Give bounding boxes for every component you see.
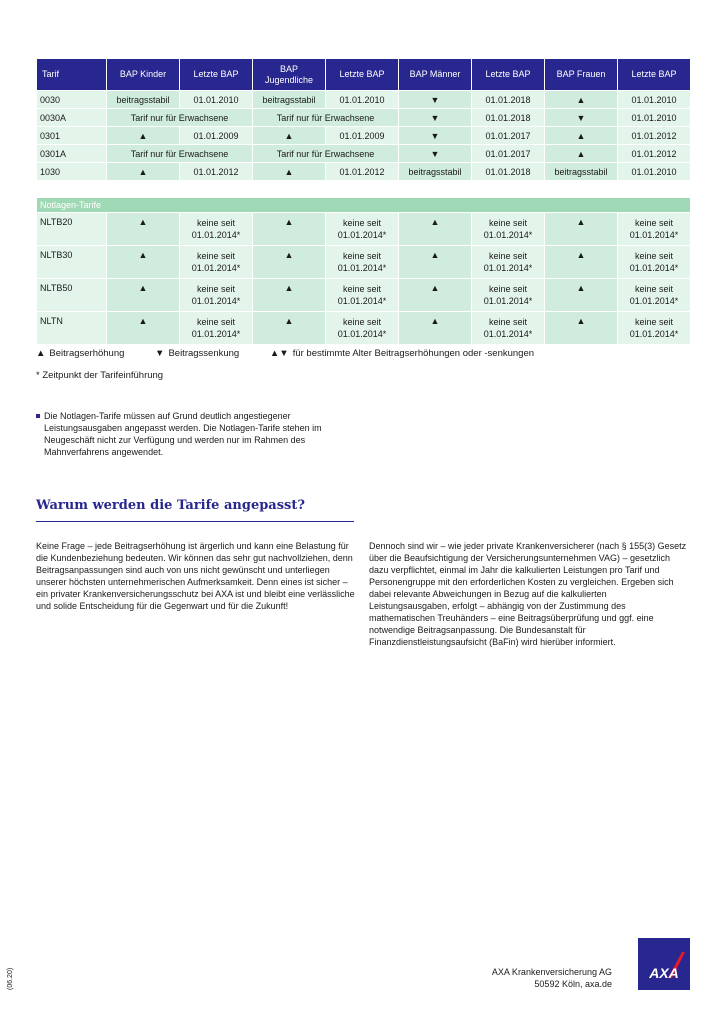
header-tarif: Tarif — [37, 59, 107, 91]
cell: ▲ — [253, 163, 326, 181]
cell — [618, 312, 691, 345]
note-block — [36, 410, 366, 458]
header-bap-kinder: BAP Kinder — [107, 59, 180, 91]
table-row — [37, 312, 691, 345]
cell-line: keine seit — [634, 284, 674, 294]
table-row — [37, 145, 691, 163]
cell: beitragsstabil — [253, 91, 326, 109]
header-letzte-bap: Letzte BAP — [180, 59, 253, 91]
table-spacer — [37, 181, 691, 198]
cell: ▲ — [399, 213, 472, 246]
cell-line: keine seit — [488, 317, 528, 327]
cell: Tarif nur für Erwachsene — [253, 145, 399, 163]
cell: ▲ — [107, 213, 180, 246]
cell — [180, 312, 253, 345]
cell: 01.01.2018 — [472, 91, 545, 109]
cell — [326, 312, 399, 345]
cell: beitragsstabil — [545, 163, 618, 181]
cell: 01.01.2017 — [472, 145, 545, 163]
cell: beitragsstabil — [399, 163, 472, 181]
cell-line: 01.01.2014* — [483, 329, 533, 339]
tarif-cell: 0030 — [37, 91, 107, 109]
section-heading: Warum werden die Tarife angepasst? — [36, 498, 305, 513]
cell-line: 01.01.2014* — [337, 230, 387, 240]
cell: ▼ — [545, 109, 618, 127]
cell-line: keine seit — [488, 251, 528, 261]
cell-line: 01.01.2014* — [337, 263, 387, 273]
legend-down-label: Beitragssenkung — [168, 348, 240, 359]
cell — [180, 246, 253, 279]
cell-line: 01.01.2014* — [483, 230, 533, 240]
cell-line: keine seit — [342, 317, 382, 327]
cell — [618, 246, 691, 279]
cell: ▼ — [399, 127, 472, 145]
cell-line: 01.01.2014* — [337, 296, 387, 306]
cell: ▼ — [399, 109, 472, 127]
cell-line: keine seit — [634, 251, 674, 261]
cell: ▲ — [545, 312, 618, 345]
company-name: AXA Krankenversicherung AG — [491, 967, 612, 977]
table-row — [37, 109, 691, 127]
cell-line: 01.01.2014* — [629, 263, 679, 273]
cell: 01.01.2010 — [618, 109, 691, 127]
section-row — [37, 198, 691, 213]
cell-line: keine seit — [488, 284, 528, 294]
cell — [180, 279, 253, 312]
table-header-row — [37, 59, 691, 91]
cell: 01.01.2010 — [618, 163, 691, 181]
company-city: 50592 Köln, axa.de — [534, 979, 612, 989]
cell: ▲ — [107, 127, 180, 145]
tariff-table — [36, 58, 691, 345]
tarif-cell: NLTB20 — [37, 213, 107, 246]
cell: ▲ — [253, 312, 326, 345]
tarif-cell: 1030 — [37, 163, 107, 181]
cell: 01.01.2012 — [180, 163, 253, 181]
cell-line: 01.01.2014* — [483, 296, 533, 306]
triangle-up-icon: ▲ — [36, 348, 46, 359]
cell-line: 01.01.2014* — [191, 329, 241, 339]
cell: 01.01.2012 — [618, 145, 691, 163]
document-code: (06.20) — [7, 967, 14, 990]
cell-line: 01.01.2014* — [629, 230, 679, 240]
cell: ▼ — [399, 145, 472, 163]
cell: 01.01.2018 — [472, 109, 545, 127]
cell: ▲ — [399, 246, 472, 279]
table-row — [37, 246, 691, 279]
cell: ▲ — [253, 213, 326, 246]
tarif-cell: NLTB50 — [37, 279, 107, 312]
cell: 01.01.2012 — [326, 163, 399, 181]
cell: 01.01.2010 — [618, 91, 691, 109]
cell — [618, 213, 691, 246]
cell: 01.01.2010 — [326, 91, 399, 109]
cell-line: 01.01.2014* — [629, 296, 679, 306]
header-letzte-bap: Letzte BAP — [618, 59, 691, 91]
cell: ▲ — [107, 312, 180, 345]
cell: ▲ — [545, 145, 618, 163]
cell: ▲ — [253, 127, 326, 145]
header-bap-frauen: BAP Frauen — [545, 59, 618, 91]
cell: ▲ — [107, 246, 180, 279]
legend-both-label: für bestimmte Alter Beitragserhöhungen oder -senkungen — [292, 348, 535, 359]
body-column-right: Dennoch sind wir – wie jeder private Krankenversicherer (nach § 155(3) Gesetz über die Beaufsichtigung der Versicherungsunternehmen VAG) – gesetzlich dazu verpflichtet, einmal im Jahr die kalkulierten Leistungen pro Tarif und Personengruppe mit den erforderlichen Kosten zu vergleichen. Ergeben sich dabei relevante Abweichungen in Bezug auf die kalkulierten Leistungsausgaben, erfolgt – abhängig von der Zustimmung des mathematischen Treuhänders – eine Beitragsüberprüfung und ggf. eine notwendige Beitragsanpassung. Die Bundesanstalt für Finanzdienstleistungsaufsicht (BaFin) wird hierüber informiert. — [369, 541, 687, 647]
spacer-cell — [37, 181, 691, 198]
cell-line: keine seit — [196, 317, 236, 327]
cell-line: 01.01.2014* — [337, 329, 387, 339]
cell: ▲ — [545, 127, 618, 145]
cell-line: 01.01.2014* — [629, 329, 679, 339]
cell — [326, 246, 399, 279]
header-letzte-bap: Letzte BAP — [472, 59, 545, 91]
cell-line: keine seit — [196, 218, 236, 228]
footnote: * Zeitpunkt der Tarifeinführung — [36, 370, 164, 381]
cell-line: keine seit — [634, 317, 674, 327]
note-text: Die Notlagen-Tarife müssen auf Grund deutlich angestiegener Leistungsausgaben angepasst werden. Die Notlagen-Tarife stehen im Neugeschäft nicht zur Verfügung und werden nur im Rahmen des Mahnverfahrens angewendet. — [44, 411, 322, 457]
cell — [618, 279, 691, 312]
cell: 01.01.2017 — [472, 127, 545, 145]
triangle-up-down-icon: ▲▼ — [269, 348, 289, 359]
tarif-cell: 0030A — [37, 109, 107, 127]
company-address — [492, 966, 612, 990]
cell: ▲ — [253, 279, 326, 312]
cell-line: keine seit — [196, 284, 236, 294]
tarif-cell: NLTB30 — [37, 246, 107, 279]
cell — [472, 246, 545, 279]
cell: Tarif nur für Erwachsene — [253, 109, 399, 127]
cell: 01.01.2010 — [180, 91, 253, 109]
cell: ▲ — [253, 246, 326, 279]
cell — [472, 279, 545, 312]
cell — [326, 213, 399, 246]
cell: ▲ — [545, 213, 618, 246]
cell-line: keine seit — [342, 251, 382, 261]
table-row — [37, 163, 691, 181]
cell — [472, 312, 545, 345]
cell-line: keine seit — [196, 251, 236, 261]
cell: beitragsstabil — [107, 91, 180, 109]
axa-logo — [638, 938, 690, 990]
cell: 01.01.2018 — [472, 163, 545, 181]
cell-line: 01.01.2014* — [191, 263, 241, 273]
tarif-cell: NLTN — [37, 312, 107, 345]
body-column-left: Keine Frage – jede Beitragserhöhung ist ärgerlich und kann eine Belastung für die Kundenbeziehung bedeuten. Wir können das sehr gut nachvollziehen, denn Beitragsanpassungen sind auch von uns nicht gewünscht und unterliegen unserer höchsten unternehmerischen Aufmerksamkeit. Denn eines ist sicher – ein privater Krankenversicherungsschutz bei AXA ist und bleibt eine verlässliche und solide Entscheidung für die Gegenwart und für die Zukunft! — [36, 541, 355, 611]
cell — [326, 279, 399, 312]
cell: ▲ — [107, 163, 180, 181]
cell-line: 01.01.2014* — [191, 296, 241, 306]
triangle-down-icon: ▼ — [155, 348, 165, 359]
cell — [180, 213, 253, 246]
bullet-square-icon — [36, 414, 40, 418]
header-bap-jugendliche: BAP Jugendliche — [253, 59, 326, 91]
cell-line: keine seit — [342, 218, 382, 228]
cell: ▲ — [107, 279, 180, 312]
cell: ▼ — [399, 91, 472, 109]
cell — [472, 213, 545, 246]
cell-line: 01.01.2014* — [483, 263, 533, 273]
header-bap-maenner: BAP Männer — [399, 59, 472, 91]
tarif-cell: 0301A — [37, 145, 107, 163]
table-row — [37, 91, 691, 109]
section-label: Notlagen-Tarife — [37, 198, 691, 213]
cell: 01.01.2012 — [618, 127, 691, 145]
cell: ▲ — [545, 279, 618, 312]
legend — [36, 348, 538, 359]
header-letzte-bap: Letzte BAP — [326, 59, 399, 91]
cell-line: keine seit — [488, 218, 528, 228]
cell: ▲ — [399, 312, 472, 345]
cell: 01.01.2009 — [180, 127, 253, 145]
table-row — [37, 279, 691, 312]
cell-line: keine seit — [634, 218, 674, 228]
cell-line: keine seit — [342, 284, 382, 294]
heading-rule — [36, 521, 354, 522]
table-row — [37, 127, 691, 145]
cell-line: 01.01.2014* — [191, 230, 241, 240]
cell: ▲ — [545, 91, 618, 109]
cell: Tarif nur für Erwachsene — [107, 145, 253, 163]
cell: 01.01.2009 — [326, 127, 399, 145]
tarif-cell: 0301 — [37, 127, 107, 145]
cell: ▲ — [545, 246, 618, 279]
cell: ▲ — [399, 279, 472, 312]
svg-text:AXA: AXA — [649, 965, 679, 981]
table-row — [37, 213, 691, 246]
legend-up-label: Beitragserhöhung — [49, 348, 125, 359]
cell: Tarif nur für Erwachsene — [107, 109, 253, 127]
axa-logo-icon — [638, 938, 690, 990]
